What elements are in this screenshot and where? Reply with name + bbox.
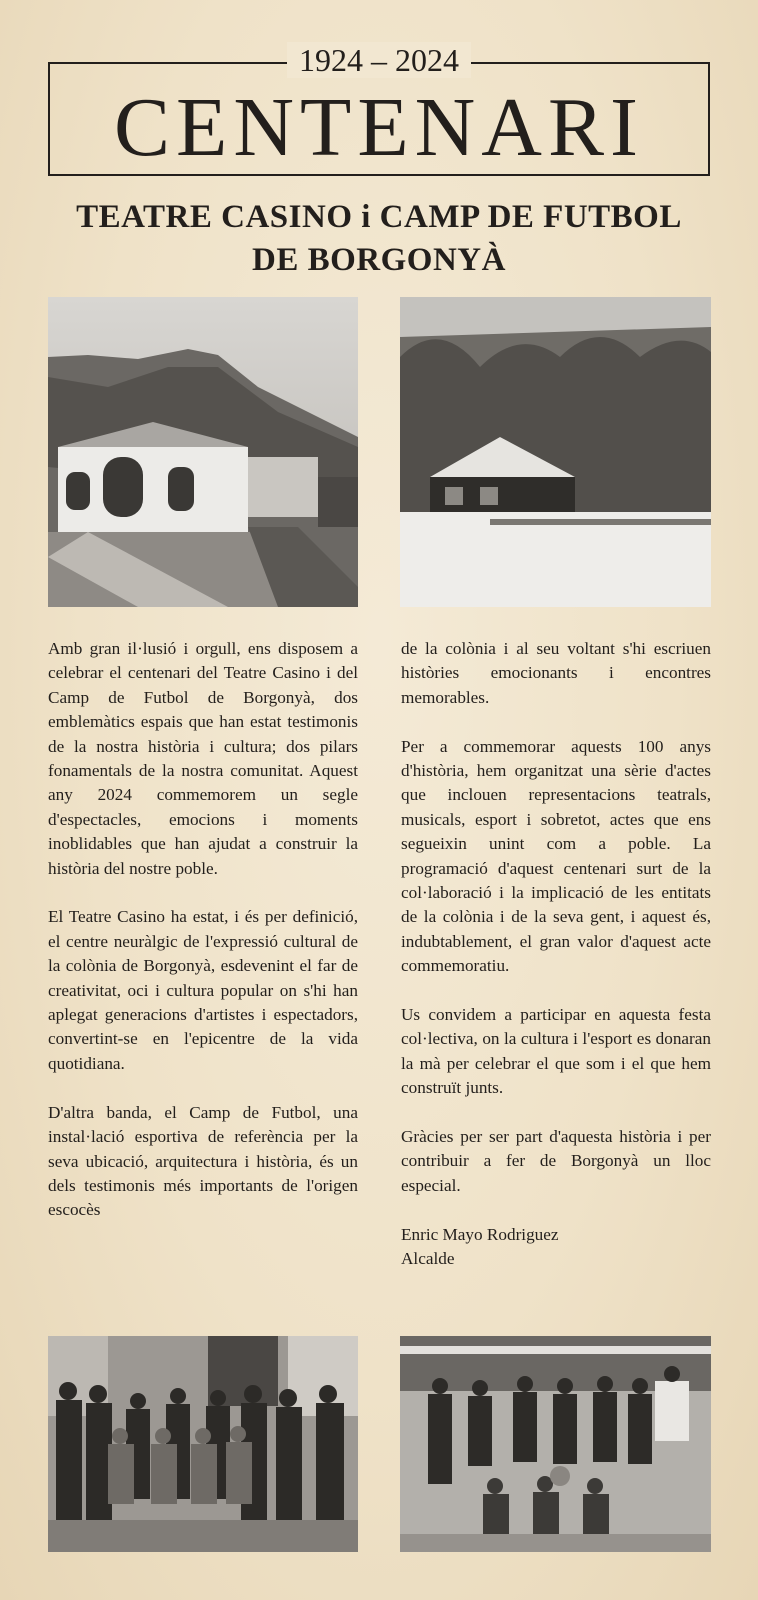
photo-teatre-casino xyxy=(48,297,358,607)
article-column-left xyxy=(48,637,358,1247)
paragraph-commemoration: Per a commemorar aquests 100 anys d'història, hem organitzat una sèrie d'actes que inclouen representacions teatrals, musicals, esport i sobretot, actes que ens segueixin unint com a poble. La programació d'aquest centenari surt de la col·laboració i la implicació de les entitats de la colònia i de la seva gent, i aquest és, indubtablement, el gran valor d'aquest acte commemoratiu. xyxy=(401,736,711,976)
subtitle-line-2: DE BORGONYÀ xyxy=(252,242,506,278)
page-title: CENTENARI xyxy=(114,81,644,174)
photo-group-portrait xyxy=(48,1336,358,1552)
years-text: 1924 – 2024 xyxy=(287,42,471,78)
signature xyxy=(401,1223,711,1272)
signature-title: Alcalde xyxy=(401,1249,455,1269)
paragraph-invitation: Us convidem a participar en aquesta festa col·lectiva, on la cultura i l'esport es donaran la mà per celebrar el que som i el que hem construït junts. xyxy=(401,1005,711,1098)
snowy-field-image xyxy=(400,297,711,607)
football-team-image xyxy=(400,1336,711,1552)
photo-football-team xyxy=(400,1336,711,1552)
teatre-casino-image xyxy=(48,297,358,607)
paragraph-teatre-casino: El Teatre Casino ha estat, i és per definició, el centre neuràlgic de l'expressió cultural de la colònia de Borgonyà, esdevenint el far de creativitat, oci i cultura popular on s'hi han aplegat generacions d'artistes i espectadors, convertint-se en l'epicentre de la vida quotidiana. xyxy=(48,907,358,1073)
signature-name: Enric Mayo Rodriguez xyxy=(401,1224,559,1244)
subtitle-line-1: TEATRE CASINO i CAMP DE FUTBOL xyxy=(76,199,682,235)
paragraph-colonia: de la colònia i al seu voltant s'hi escriuen històries emocionants i encontres memorables. xyxy=(401,639,711,707)
paragraph-camp-futbol: D'altra banda, el Camp de Futbol, una instal·lació esportiva de referència per la seva ubicació, arquitectura i història, és un dels testimonis més importants de l'origen escocès xyxy=(48,1102,358,1220)
years-heading xyxy=(0,40,758,80)
paragraph-thanks: Gràcies per ser part d'aquesta història i per contribuir a fer de Borgonyà un lloc especial. xyxy=(401,1127,711,1195)
article-column-right xyxy=(401,637,711,1272)
subtitle xyxy=(0,196,758,282)
paragraph-intro: Amb gran il·lusió i orgull, ens disposem a celebrar el centenari del Teatre Casino i del Camp de Futbol de Borgonyà, dos emblemàtics espais que han estat testimonis de la nostra història i cultura; dos pilars fonamentals de la nostra comunitat. Aquest any 2024 commemorem un segle d'espectacles, emocions i moments inoblidables que han ajudat a construir la història del nostre poble. xyxy=(48,639,358,878)
photo-football-field-snow xyxy=(400,297,711,607)
group-portrait-image xyxy=(48,1336,358,1552)
